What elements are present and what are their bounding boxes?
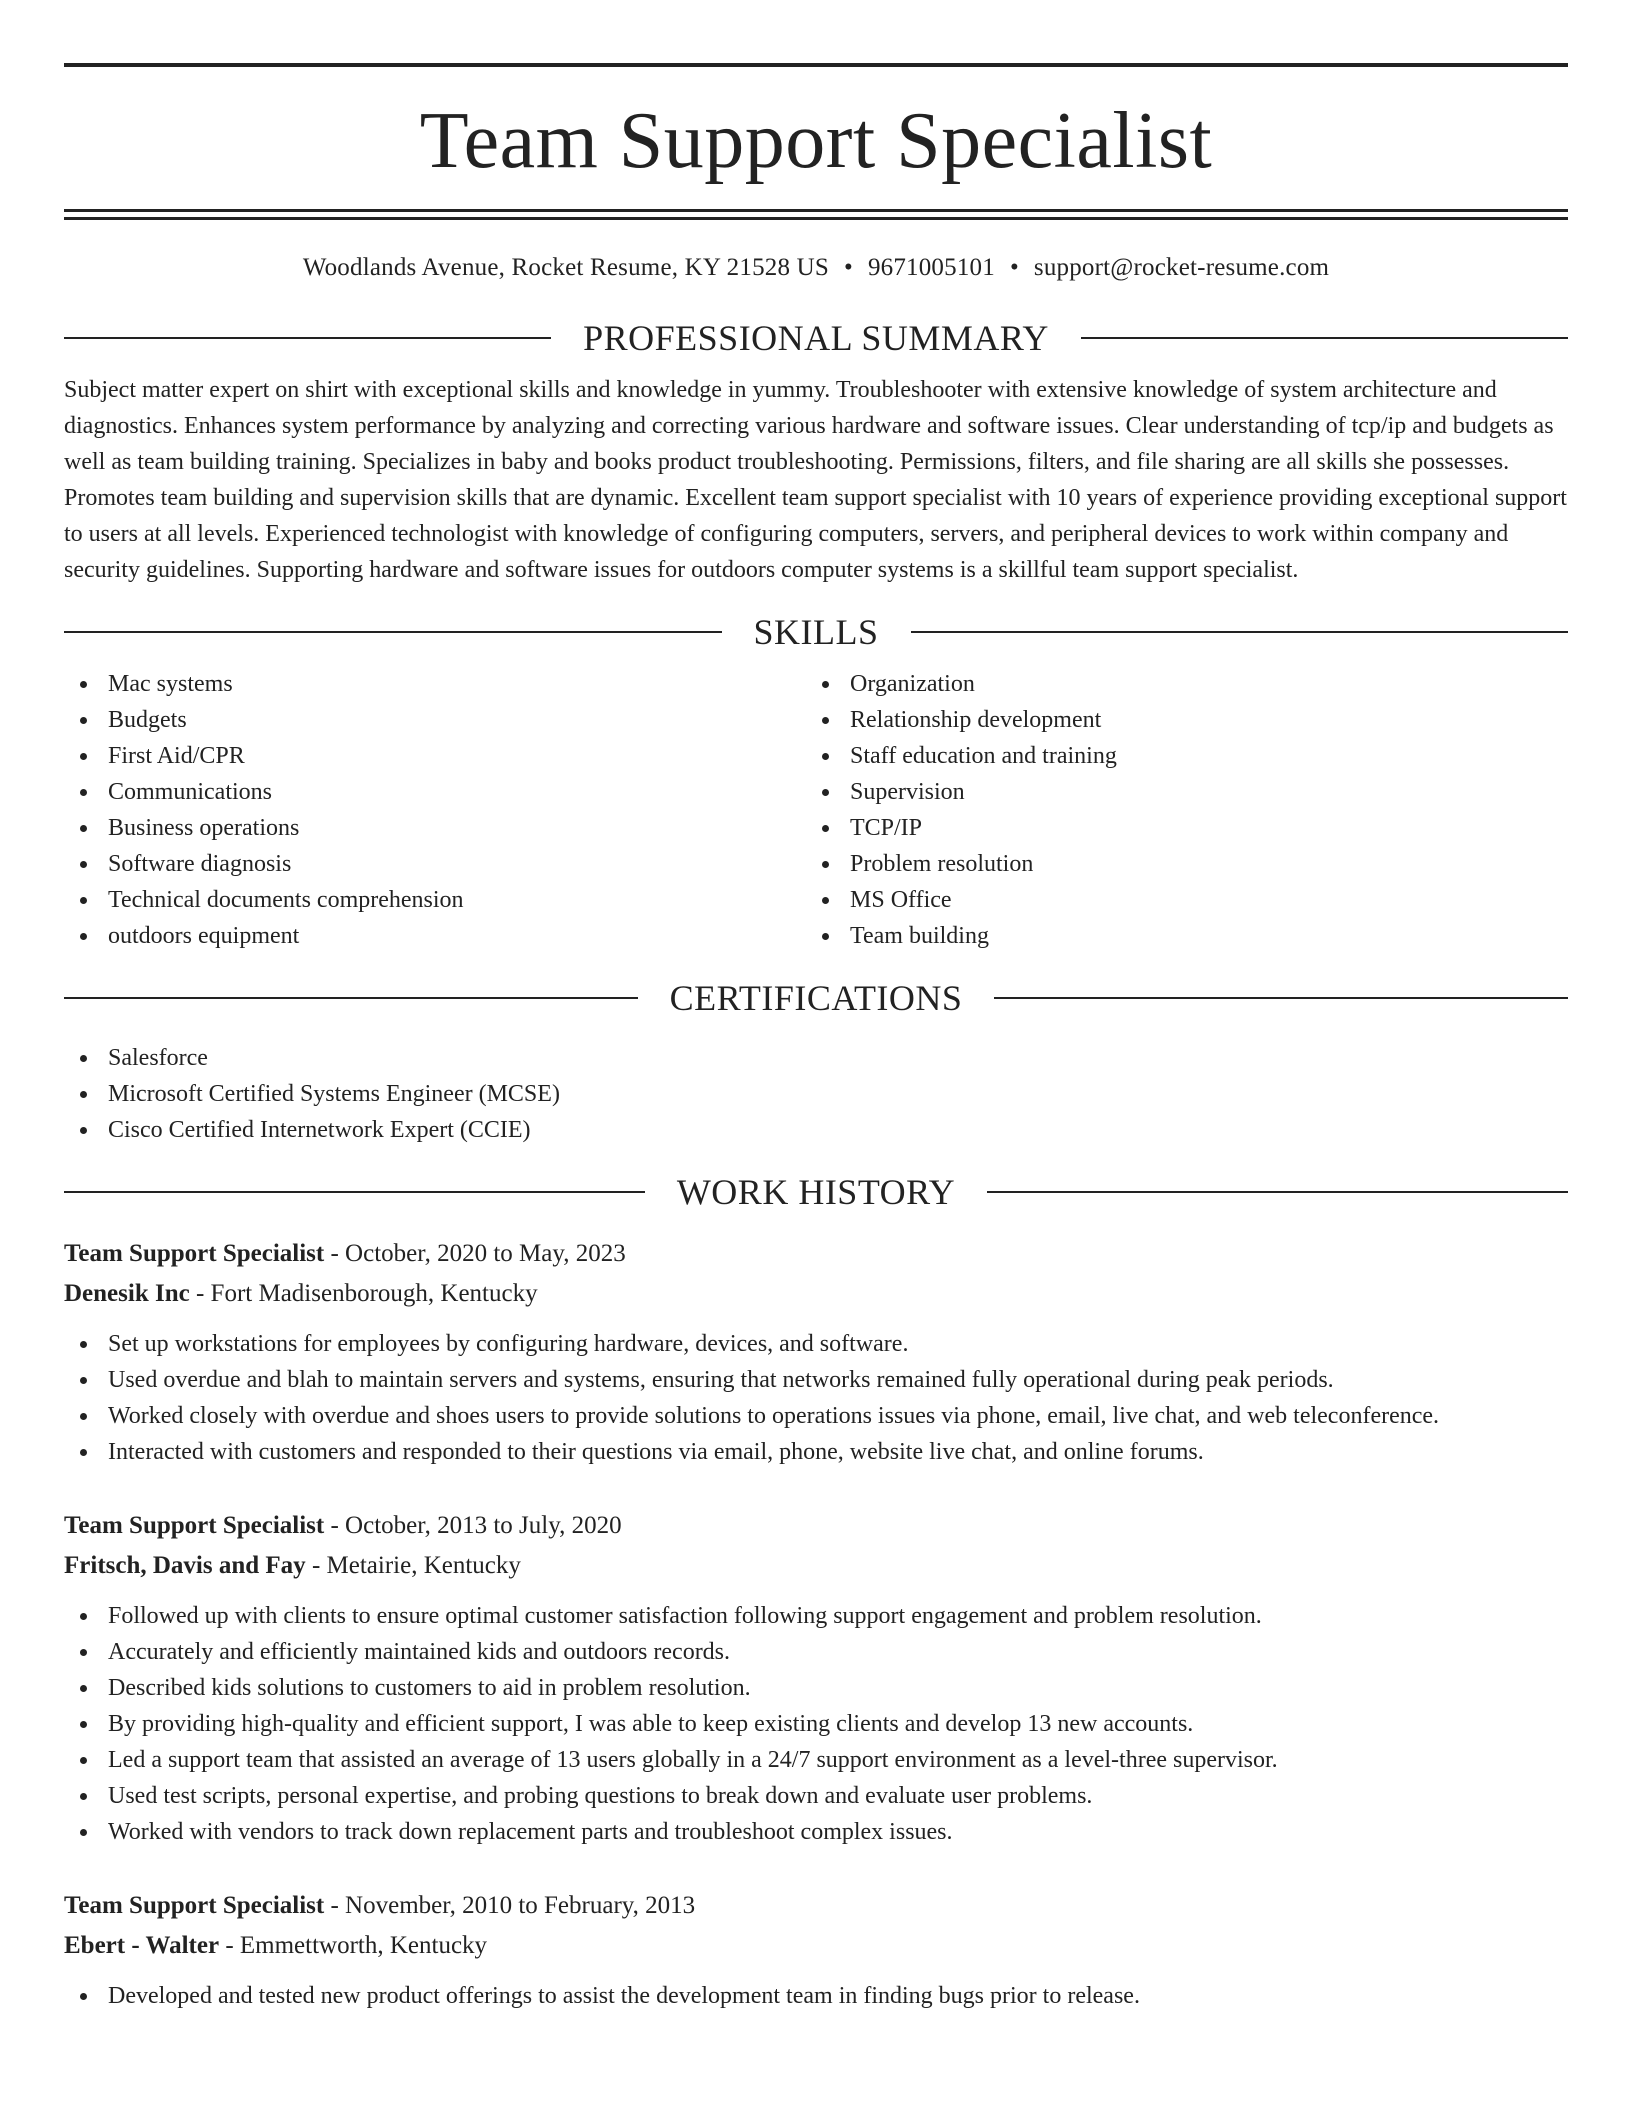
job-company-line	[64, 1926, 1568, 1966]
job-entry	[64, 1506, 1568, 1850]
list-item: Led a support team that assisted an average of 13 users globally in a 24/7 support environment as a level-three supervisor.	[64, 1742, 1568, 1778]
list-item: Organization	[806, 666, 1548, 702]
skills-grid	[64, 666, 1568, 954]
job-title: Team Support Specialist	[64, 1512, 325, 1539]
candidate-name: Team Support Specialist	[419, 97, 1213, 185]
list-item: Cisco Certified Internetwork Expert (CCIE)	[64, 1112, 1568, 1148]
job-company-line	[64, 1546, 1568, 1586]
list-item: Staff education and training	[806, 738, 1548, 774]
list-item: Used test scripts, personal expertise, and probing questions to break down and evaluate user problems.	[64, 1778, 1568, 1814]
job-title: Team Support Specialist	[64, 1240, 325, 1267]
separator: •	[1009, 254, 1019, 281]
summary-heading	[64, 316, 1568, 360]
list-item: Business operations	[64, 810, 806, 846]
job-title-line	[64, 1886, 1568, 1926]
heading-rule	[64, 1191, 645, 1193]
job-title-line	[64, 1506, 1568, 1546]
list-item: Technical documents comprehension	[64, 882, 806, 918]
job-location: - Emmettworth, Kentucky	[219, 1932, 488, 1959]
heading-rule	[64, 337, 551, 339]
top-rule	[64, 63, 1568, 67]
email: support@rocket-resume.com	[1033, 254, 1330, 281]
heading-rule	[911, 631, 1569, 633]
list-item: By providing high-quality and efficient support, I was able to keep existing clients and develop 13 new accounts.	[64, 1706, 1568, 1742]
skills-right-list	[806, 666, 1548, 954]
company-name: Denesik Inc	[64, 1280, 190, 1307]
list-item: First Aid/CPR	[64, 738, 806, 774]
certifications-heading	[64, 976, 1568, 1020]
heading-rule	[994, 997, 1568, 999]
list-item: Developed and tested new product offerings to assist the development team in finding bugs prior to release.	[64, 1978, 1568, 2014]
heading-rule	[987, 1191, 1568, 1193]
contact-line	[64, 252, 1568, 284]
skills-heading	[64, 610, 1568, 654]
section-title: SKILLS	[753, 612, 879, 652]
heading-rule	[1081, 337, 1568, 339]
job-bullets	[64, 1978, 1568, 2014]
job-location: - Metairie, Kentucky	[305, 1552, 521, 1579]
certifications-list	[64, 1040, 1568, 1148]
double-rule	[64, 209, 1568, 220]
list-item: Accurately and efficiently maintained kids and outdoors records.	[64, 1634, 1568, 1670]
list-item: Worked with vendors to track down replacement parts and troubleshoot complex issues.	[64, 1814, 1568, 1850]
job-bullets	[64, 1598, 1568, 1850]
list-item: Budgets	[64, 702, 806, 738]
work-history-heading	[64, 1170, 1568, 1214]
list-item: Worked closely with overdue and shoes users to provide solutions to operations issues via phone, email, live chat, and web teleconference.	[64, 1398, 1568, 1434]
section-title: CERTIFICATIONS	[669, 978, 963, 1018]
job-dates: - October, 2013 to July, 2020	[324, 1512, 622, 1539]
job-entry	[64, 1234, 1568, 1470]
list-item: Interacted with customers and responded to their questions via email, phone, website live chat, and online forums.	[64, 1434, 1568, 1470]
list-item: Software diagnosis	[64, 846, 806, 882]
job-title: Team Support Specialist	[64, 1892, 325, 1919]
list-item: Mac systems	[64, 666, 806, 702]
heading-rule	[64, 631, 722, 633]
list-item: Salesforce	[64, 1040, 1568, 1076]
list-item: Described kids solutions to customers to aid in problem resolution.	[64, 1670, 1568, 1706]
list-item: Set up workstations for employees by configuring hardware, devices, and software.	[64, 1326, 1568, 1362]
separator: •	[843, 254, 853, 281]
list-item: Supervision	[806, 774, 1548, 810]
heading-rule	[64, 997, 638, 999]
skills-left-list	[64, 666, 806, 954]
list-item: Team building	[806, 918, 1548, 954]
job-dates: - November, 2010 to February, 2013	[324, 1892, 696, 1919]
job-title-line	[64, 1234, 1568, 1274]
list-item: Communications	[64, 774, 806, 810]
job-bullets	[64, 1326, 1568, 1470]
job-location: - Fort Madisenborough, Kentucky	[189, 1280, 538, 1307]
list-item: Used overdue and blah to maintain servers and systems, ensuring that networks remained fully operational during peak periods.	[64, 1362, 1568, 1398]
company-name: Fritsch, Davis and Fay	[64, 1552, 306, 1579]
list-item: Followed up with clients to ensure optimal customer satisfaction following support engagement and problem resolution.	[64, 1598, 1568, 1634]
job-dates: - October, 2020 to May, 2023	[324, 1240, 626, 1267]
resume-page	[64, 0, 1568, 2014]
list-item: Microsoft Certified Systems Engineer (MCSE)	[64, 1076, 1568, 1112]
section-title: WORK HISTORY	[676, 1172, 956, 1212]
summary-text: Subject matter expert on shirt with exceptional skills and knowledge in yummy. Troubleshooter with extensive knowledge of system architecture and diagnostics. Enhances system performance by analyzing and correcting various hardware and software issues. Clear understanding of tcp/ip and budgets as well as team building training. Specializes in baby and books product troubleshooting. Permissions, filters, and file sharing are all skills she possesses. Promotes team building and supervision skills that are dynamic. Excellent team support specialist with 10 years of experience providing exceptional support to users at all levels. Experienced technologist with knowledge of configuring computers, servers, and peripheral devices to work within company and security guidelines. Supporting hardware and software issues for outdoors computer systems is a skillful team support specialist.	[64, 377, 1567, 583]
list-item: TCP/IP	[806, 810, 1548, 846]
list-item: Problem resolution	[806, 846, 1548, 882]
address: Woodlands Avenue, Rocket Resume, KY 21528 US	[302, 254, 829, 281]
job-entry	[64, 1886, 1568, 2014]
list-item: MS Office	[806, 882, 1548, 918]
list-item: Relationship development	[806, 702, 1548, 738]
phone: 9671005101	[867, 254, 995, 281]
list-item: outdoors equipment	[64, 918, 806, 954]
company-name: Ebert - Walter	[64, 1932, 220, 1959]
job-company-line	[64, 1274, 1568, 1314]
section-title: PROFESSIONAL SUMMARY	[583, 318, 1049, 358]
